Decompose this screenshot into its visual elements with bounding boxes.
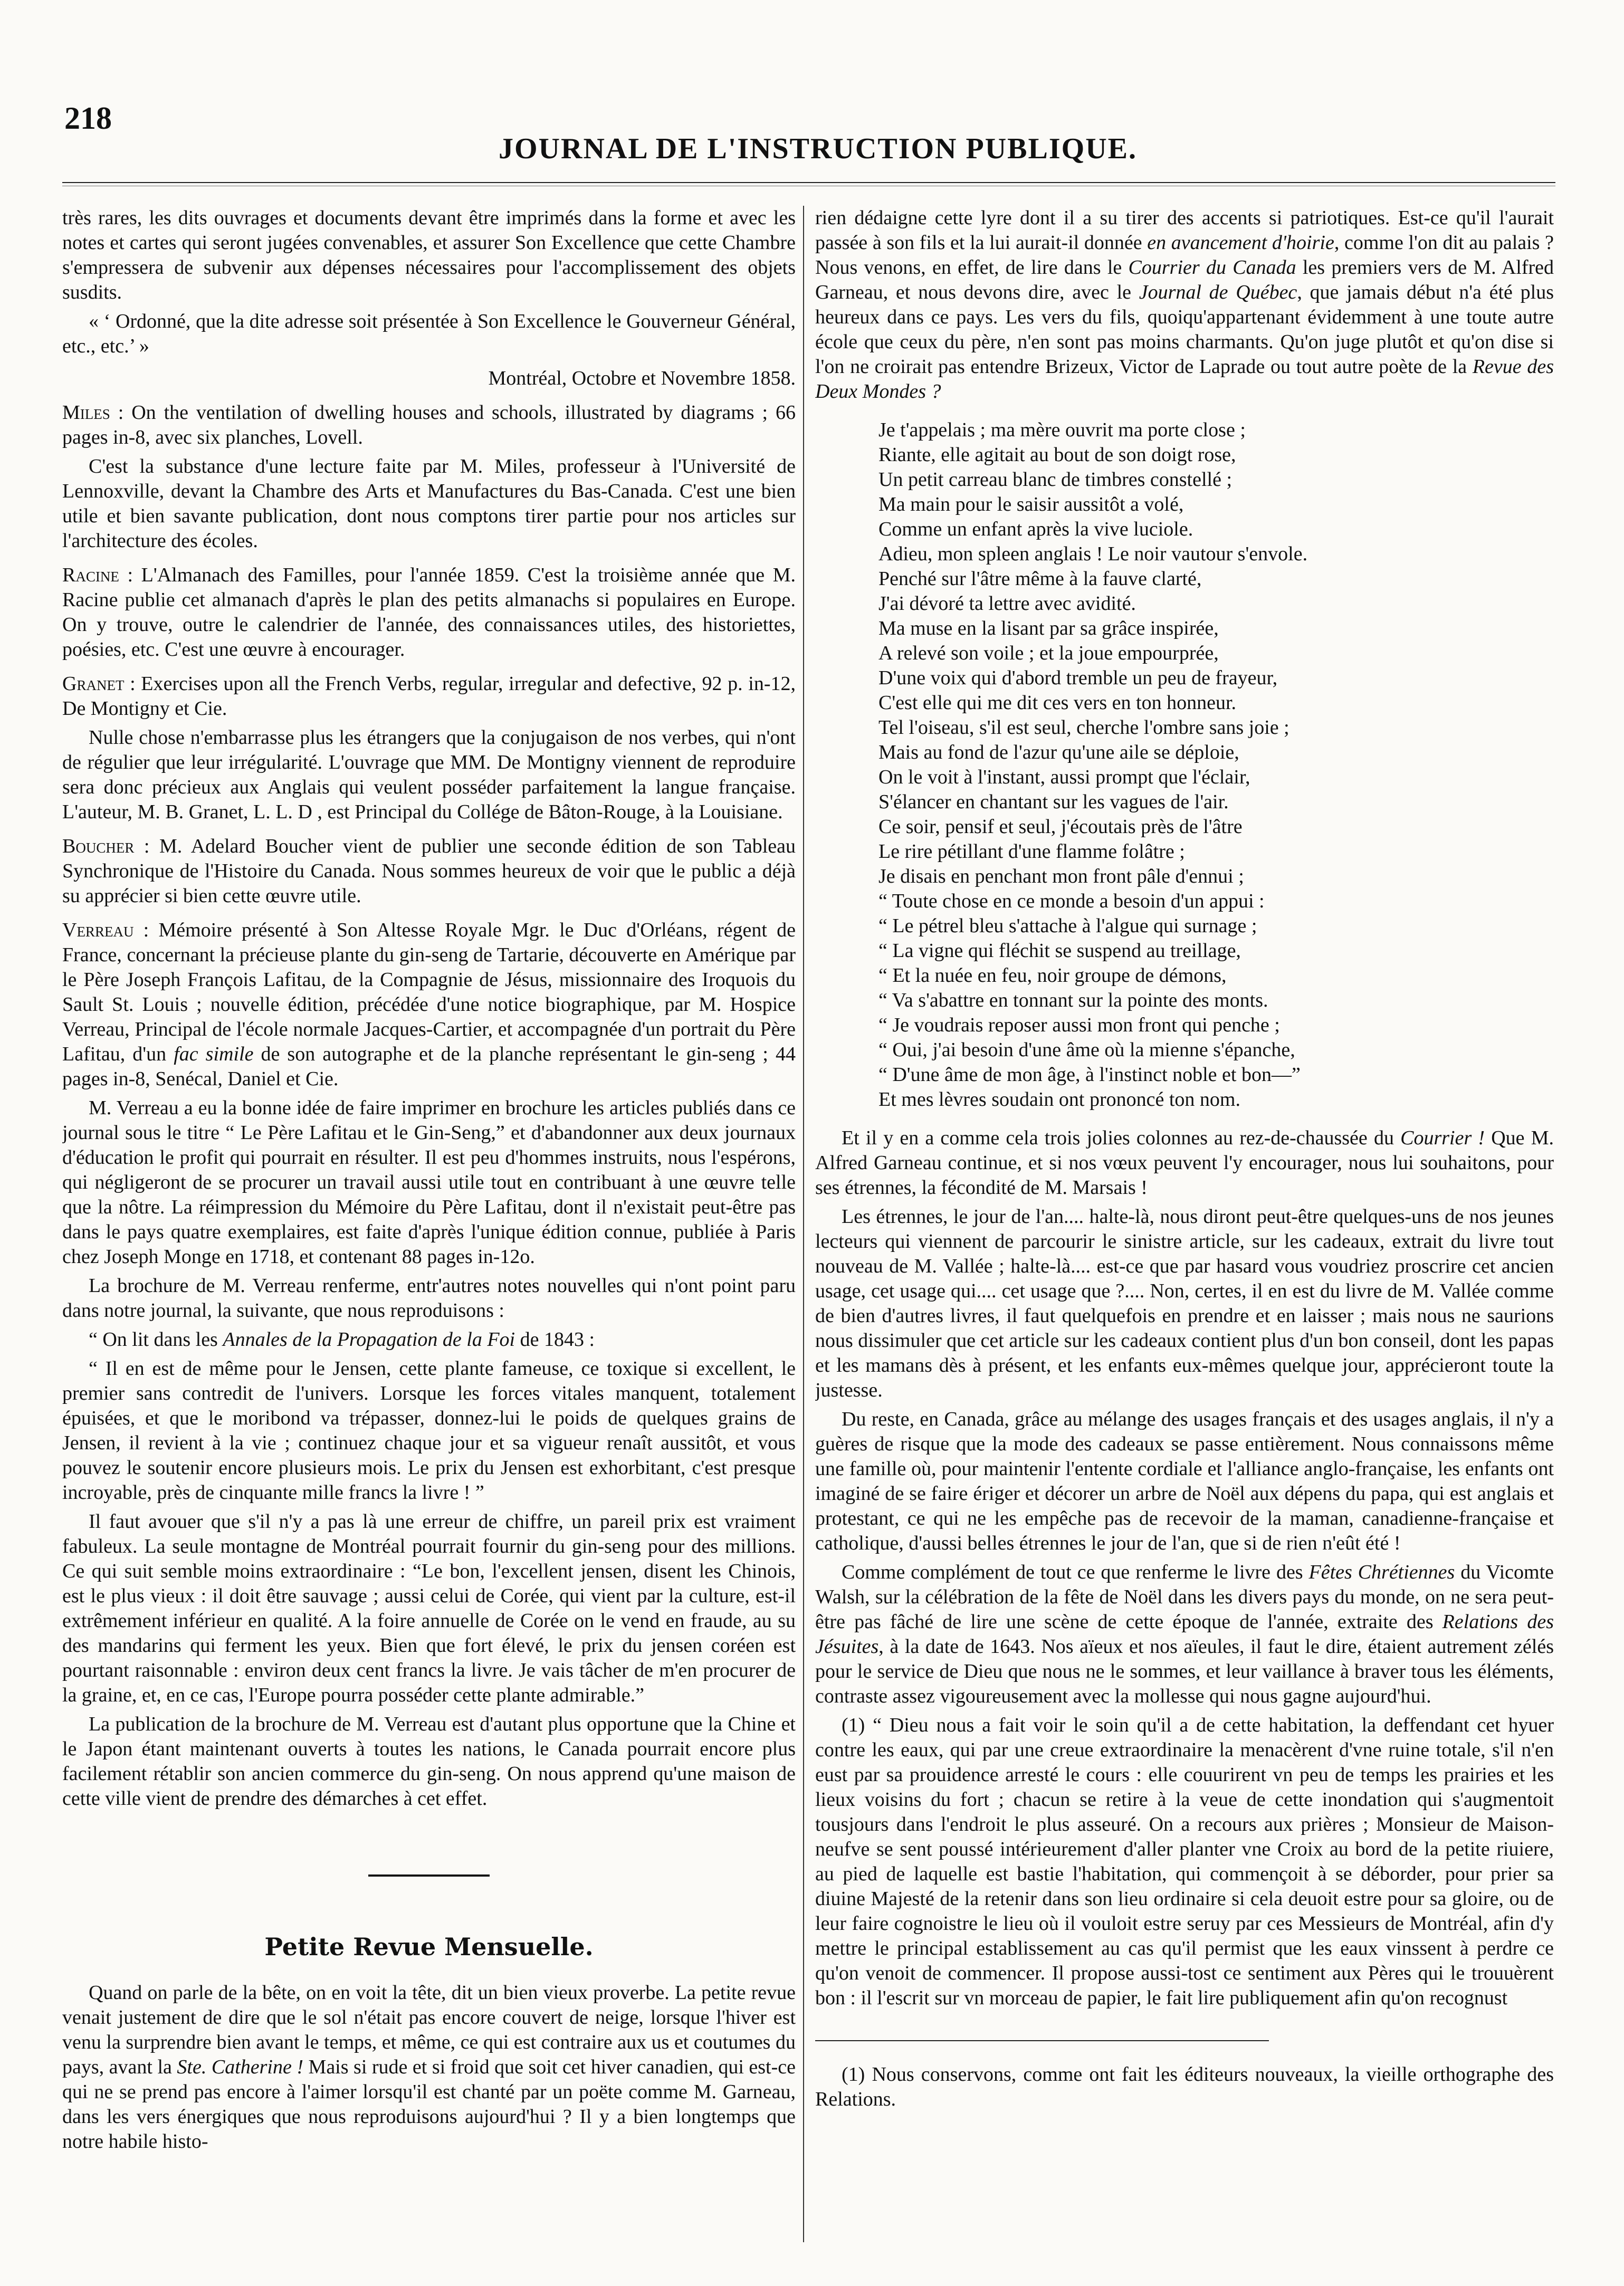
footnote-rule [815, 2040, 1269, 2041]
journal-title: JOURNAL DE L'INSTRUCTION PUBLIQUE. [499, 132, 1137, 165]
author-name: Miles [62, 401, 110, 424]
poem-line: Riante, elle agitait au bout de son doigt rose, [878, 444, 1236, 466]
text-span: Quand on parle de la bête, on en voit la tête, dit un bien vieux proverbe. La petite revue venait justement de dire que le sol n'était pas encore couvert de neige, lorsque l'hiver est venu la surprendre bien avant le temps, et même, ce qui est contraire aux us et coutumes du pays, avant la [62, 1982, 796, 2078]
italic-text: Revue des Deux Mondes ? [815, 356, 1554, 403]
poem-line: “ Va s'abattre en tonnant sur la pointe des monts. [878, 989, 1268, 1011]
paragraph [815, 206, 1554, 404]
italic-text: Ste. Catherine ! [177, 2056, 304, 2078]
paragraph [62, 1327, 796, 1352]
page-number: 218 [64, 101, 112, 136]
text-span: , à la date de 1643. Nos aïeux et nos aïeules, il faut le dire, étaient autrement zélés pour le service de Dieu que nous ne le sommes, et leur vaillance à braver tous les éléments, contraste assez vigoureusement avec la mollesse qui nous gagne aujourd'hui. [815, 1635, 1554, 1707]
poem-line: Ma muse en la lisant par sa grâce inspirée, [878, 617, 1219, 639]
author-name: Verreau [62, 919, 134, 941]
poem-line: “ D'une âme de mon âge, à l'instinct noble et bon—” [878, 1064, 1301, 1086]
poem-line: “ Je voudrais reposer aussi mon front qui penche ; [878, 1014, 1280, 1036]
text-span: Et il y en a comme cela trois jolies colonnes au rez-de-chaussée du [842, 1127, 1401, 1149]
poem-line: Et mes lèvres soudain ont prononcé ton nom. [878, 1088, 1240, 1111]
italic-text: Relations des Jésuites [815, 1611, 1554, 1658]
paragraph: M. Verreau a eu la bonne idée de faire imprimer en brochure les articles publiés dans ce journal sous le titre “ Le Père Lafitau et le Gin-Seng,” et d'abandonner aux deux journaux d'éducation le profit qui pourrait en résulter. Il est peu d'hommes instruits, nous l'espérons, qui négligeront de se procurer un travail aussi utile tout en contribuant à une œuvre telle que la nôtre. La réimpression du Mémoire du Père Lafitau, dont il n'existait peut-être pas dans le pays quatre exemplaires, est faite d'après l'unique édition connue, publiée à Paris chez Joseph Monge en 1718, et contenant 88 pages in-12o. [62, 1097, 796, 1268]
poem-line: C'est elle qui me dit ces vers en ton honneur. [878, 692, 1237, 714]
review-entry-verreau [62, 918, 796, 1092]
text-span: Mais si rude et si froid que soit cet hiver canadien, qui est-ce qui ne se prend pas encore à l'aimer lorsqu'il est chanté par un poëte comme M. Garneau, dans les vers énergiques que nous reproduisons aujourd'hui ? Il y a bien longtemps que notre habile histo- [62, 2056, 796, 2153]
section-rule [368, 1874, 490, 1877]
text-span: du Vicomte Walsh, sur la célébration de la fête de Noël dans les divers pays du monde, on ne sera peut-être pas fâché de lire une scène de cette époque de l'année, extraite des [815, 1561, 1554, 1633]
entry-text: : M. Adelard Boucher vient de publier une seconde édition de son Tableau Synchronique de l'Histoire du Canada. Nous sommes heureux de voir que le public a déjà su apprécier si bien cette œuvre utile. [62, 835, 796, 907]
paragraph: « ‘ Ordonné, que la dite adresse soit présentée à Son Excellence le Gouverneur Général, etc., etc.’ » [62, 310, 796, 357]
poem-line: “ Le pétrel bleu s'attache à l'algue qui surnage ; [878, 915, 1257, 937]
poem-line: “ Oui, j'ai besoin d'une âme où la mienne s'épanche, [878, 1039, 1295, 1061]
poem-line: S'élancer en chantant sur les vagues de l'air. [878, 791, 1229, 813]
poem-line: “ La vigne qui fléchit se suspend au treillage, [878, 940, 1241, 962]
text-span: “ On lit dans les [89, 1328, 223, 1351]
poem-line: Comme un enfant après la vive luciole. [878, 518, 1193, 540]
poem-line: Penché sur l'âtre même à la fauve clarté, [878, 568, 1202, 590]
text-span: les premiers vers de M. Alfred Garneau, et nous devons dire, avec le [815, 256, 1554, 303]
text-span: , comme l'on dit au palais ? Nous venons, en effet, de lire dans le [815, 232, 1554, 279]
poem-line: Je t'appelais ; ma mère ouvrit ma porte close ; [878, 419, 1246, 441]
paragraph: (1) “ Dieu nous a fait voir le soin qu'il a de cette habitation, la deffendant cet hyuer contre les eaux, qui par une creue extraordinaire la menacèrent d'vne ruine totale, s'il n'en eust par sa prouidence arresté le cours : elle couurirent vn peu de temps les prairies et les lieux voisins du fort ; chacun se retire à la veue de cette inondation qui s'augmentoit tousjours dans l'endroit le plus asseuré. On a recours aux prières ; Monsieur de Maison-neufve se sent poussé intérieurement d'aller planter vne Croix au bord de la petite riuiere, au pied de laquelle est bastie l'habitation, qui commençoit à se déborder, pour prier sa diuine Majesté de la retenir dans son lieu ordinaire si cela deuoit estre pour sa gloire, ou de leur faire cognoistre le lieu où il vouloit estre seruy par ces Messieurs de Montréal, afin d'y mettre le principal establissement au cas qu'il permist que les eaux vinssent à perdre ce qu'on venoit de commencer. Il propose aussi-tost ce sentiment aux Pères qui le trouuèrent bon : il l'escrit sur vn morceau de papier, le fait lire publiquement afin qu'on recognust [815, 1714, 1554, 2009]
poem-line: Mais au fond de l'azur qu'une aile se déploie, [878, 741, 1239, 763]
dateline: Montréal, Octobre et Novembre 1858. [488, 367, 796, 389]
entry-title: : Exercises upon all the French Verbs, regular, irregular and defective, 92 p. in-12, De Montigny et Cie. [62, 673, 796, 720]
footnote: (1) Nous conservons, comme ont fait les éditeurs nouveaux, la vieille orthographe des Relations. [815, 2063, 1554, 2110]
poem-line: A relevé son voile ; et la joue empourprée, [878, 642, 1219, 664]
paragraph [62, 1981, 796, 2154]
italic-text: Journal de Québec [1139, 281, 1297, 303]
poem-line: Ce soir, pensif et seul, j'écoutais près de l'âtre [878, 816, 1243, 838]
author-name: Boucher [62, 835, 135, 857]
paragraph: Il faut avouer que s'il n'y a pas là une erreur de chiffre, un pareil prix est vraiment fabuleux. La seule montagne de Montréal pourrait fournir du gin-seng pour des millions. Ce qui suit semble moins extraordinaire : “Le bon, l'excellent jensen, disent les Chinois, est le plus vieux : il doit être sauvage ; aussi celui de Corée, qui vient par la culture, est-il extrêmement inférieur en qualité. A la foire annuelle de Corée on le vend en fraude, au su des mandarins qui ferment les yeux. Bien que fort élevé, le prix du jensen coréen est pourtant raisonnable : environ deux cent francs la livre. Je vais tâcher de m'en procurer de la graine, et, en ce cas, l'Europe pourra posséder cette plante admirable.” [62, 1510, 796, 1706]
poem-line: Le rire pétillant d'une flamme folâtre ; [878, 840, 1185, 863]
text-span: de 1843 : [515, 1328, 595, 1351]
review-entry-miles [62, 400, 796, 450]
author-name: Granet [62, 673, 125, 695]
text-span: , que jamais début n'a été plus heureux dans ce pays. Les vers du fils, quoiqu'appartenant évidemment à une toute autre école que ceux du père, n'en sont pas moins charmants. Qu'on juge plutôt et qu'on dise si l'on ne croirait pas entendre Brizeux, Victor de Laprade ou tout autre poète de la [815, 281, 1554, 378]
review-entry-racine [62, 563, 796, 662]
header-rule [62, 182, 1555, 186]
paragraph: Du reste, en Canada, grâce au mélange des usages français et des usages anglais, il n'y a guères de risque que la mode des cadeaux se passe entièrement. Nous connaissons même une famille où, pour maintenir l'entente cordiale et l'alliance anglo-française, les enfants ont imaginé de se faire ériger et décorer un arbre de Noël aux dépens du papa, qui est anglais et protestant, ce qui ne les empêche pas de recevoir de la maman, canadienne-française et catholique, d'aussi belles étrennes le jour de l'an, que si de rien n'eût été ! [815, 1408, 1554, 1554]
paragraph [815, 1560, 1554, 1709]
italic-text: Courrier ! [1400, 1127, 1485, 1149]
italic-text: Fêtes Chrétiennes [1308, 1561, 1455, 1583]
poem-line: Tel l'oiseau, s'il est seul, cherche l'ombre sans joie ; [878, 716, 1289, 739]
review-entry-boucher [62, 834, 796, 908]
poem-line: Ma main pour le saisir aussitôt a volé, [878, 493, 1184, 515]
poem-line: Adieu, mon spleen anglais ! Le noir vautour s'envole. [878, 543, 1308, 565]
text-span: rien dédaigne cette lyre dont il a su tirer des accents si patriotiques. Est-ce qu'il l'aurait passée à son fils et la lui aurait-il donnée [815, 207, 1554, 254]
text-span: Que M. Alfred Garneau continue, et si nos vœux peuvent l'y encourager, nous lui souhaitons, pour ses étrennes, la fécondité de M. Marsais ! [815, 1127, 1554, 1199]
poem-line: “ Toute chose en ce monde a besoin d'un appui : [878, 890, 1265, 912]
poem [878, 418, 1554, 1112]
italic-text: fac simile [174, 1043, 254, 1065]
entry-text: de son autographe et de la planche représentant le gin-seng ; 44 pages in-8, Senécal, Daniel et Cie. [62, 1043, 796, 1090]
paragraph: “ Il en est de même pour le Jensen, cette plante fameuse, ce toxique si excellent, le premier sans contredit de l'univers. Lorsque les forces vitales manquent, totalement épuisées, et que le moribond va trépasser, donnez-lui le poids de quelques grains de Jensen, il revient à la vie ; continuez chaque jour et sa vigueur renaît aussitôt, et vous pouvez le soutenir encore plusieurs mois. Le prix du Jensen est exhorbitant, c'est presque incroyable, près de cinquante mille francs la livre ! ” [62, 1357, 796, 1504]
paragraph [815, 1126, 1554, 1200]
paragraph: C'est la substance d'une lecture faite par M. Miles, professeur à l'Université de Lennoxville, devant la Chambre des Arts et Manufactures du Bas-Canada. C'est une bien utile et bien savante publication, dont nous comptons tirer partie pour nos articles sur l'architecture des écoles. [62, 455, 796, 552]
poem-line: On le voit à l'instant, aussi prompt que l'éclair, [878, 766, 1250, 788]
italic-text: Courrier du Canada [1128, 256, 1296, 279]
italic-text: Annales de la Propagation de la Foi [223, 1328, 515, 1351]
entry-title: : On the ventilation of dwelling houses and schools, illustrated by diagrams ; 66 pages in-8, avec six planches, Lovell. [62, 401, 796, 448]
left-column [62, 206, 796, 2247]
poem-line: Je disais en penchant mon front pâle d'ennui ; [878, 865, 1244, 887]
entry-text: : L'Almanach des Familles, pour l'année 1859. C'est la troisième année que M. Racine publie cet almanach d'après le plan des petits almanachs si populaires en Europe. On y trouve, outre le calendrier de l'année, des connaissances utiles, des historiettes, poésies, etc. C'est une œuvre à encourager. [62, 564, 796, 661]
paragraph: La brochure de M. Verreau renferme, entr'autres notes nouvelles qui n'ont point paru dans notre journal, la suivante, que nous reproduisons : [62, 1275, 796, 1322]
section-title: Petite Revue Mensuelle. [264, 1933, 594, 1961]
poem-line: J'ai dévoré ta lettre avec avidité. [878, 592, 1136, 615]
poem-line: “ Et la nuée en feu, noir groupe de démons, [878, 964, 1227, 987]
column-divider [803, 206, 804, 2242]
entry-text: : Mémoire présenté à Son Altesse Royale Mgr. le Duc d'Orléans, régent de France, concernant la précieuse plante du gin-seng de Tartarie, découverte en Amérique par le Père Joseph François Lafitau, de la Compagnie de Jésus, missionnaire des Iroquois du Sault St. Louis ; nouvelle édition, précédée d'une notice biographique, par M. Hospice Verreau, Principal de l'école normale Jacques-Cartier, et accompagnée d'un portrait du Père Lafitau, d'un [62, 919, 796, 1065]
poem-line: D'une voix qui d'abord tremble un peu de frayeur, [878, 667, 1278, 689]
text-span: Comme complément de tout ce que renferme le livre des [842, 1561, 1309, 1583]
paragraph: très rares, les dits ouvrages et documents devant être imprimés dans la forme et avec les notes et cartes qui seront jugées convenables, et assurer Son Excellence que cette Chambre s'empressera de subvenir aux dépenses nécessaires pour l'accomplissement des objets susdits. [62, 207, 796, 303]
paragraph: Les étrennes, le jour de l'an.... halte-là, nous diront peut-être quelques-uns de nos jeunes lecteurs qui viennent de parcourir le sinistre article, sur les cadeaux, extrait du livre tout nouveau de M. Vallée ; halte-là.... est-ce que par hasard vous voudriez proscrire cet ancien usage, cet usage qui.... cet usage que ?.... Non, certes, il en est du livre de M. Vallée comme de bien d'autres livres, il faut quelquefois en prendre et en laisser ; mais nous ne saurions nous dissimuler que cet article sur les cadeaux contient plus d'un bon conseil, dont les papas et les mamans dès à présent, et les enfants eux-mêmes quelque jour, apprécieront toute la justesse. [815, 1206, 1554, 1401]
italic-text: en avancement d'hoirie [1147, 232, 1334, 254]
review-entry-granet [62, 672, 796, 721]
right-column [815, 206, 1554, 2247]
author-name: Racine [62, 564, 119, 586]
poem-line: Un petit carreau blanc de timbres constellé ; [878, 468, 1233, 491]
paragraph: La publication de la brochure de M. Verreau est d'autant plus opportune que la Chine et le Japon étant maintenant ouverts à toutes les nations, le Canada pourrait encore plus facilement rétablir son ancien commerce du gin-seng. On nous apprend qu'une maison de cette ville vient de prendre des démarches à cet effet. [62, 1713, 796, 1810]
paragraph: Nulle chose n'embarrasse plus les étrangers que la conjugaison de nos verbes, qui n'ont de régulier que leur irrégularité. L'ouvrage que MM. De Montigny viennent de reproduire sera donc précieux aux Anglais qui veulent posséder parfaitement la langue française. L'auteur, M. B. Granet, L. L. D , est Principal du Collége de Bâton-Rouge, à la Louisiane. [62, 726, 796, 823]
